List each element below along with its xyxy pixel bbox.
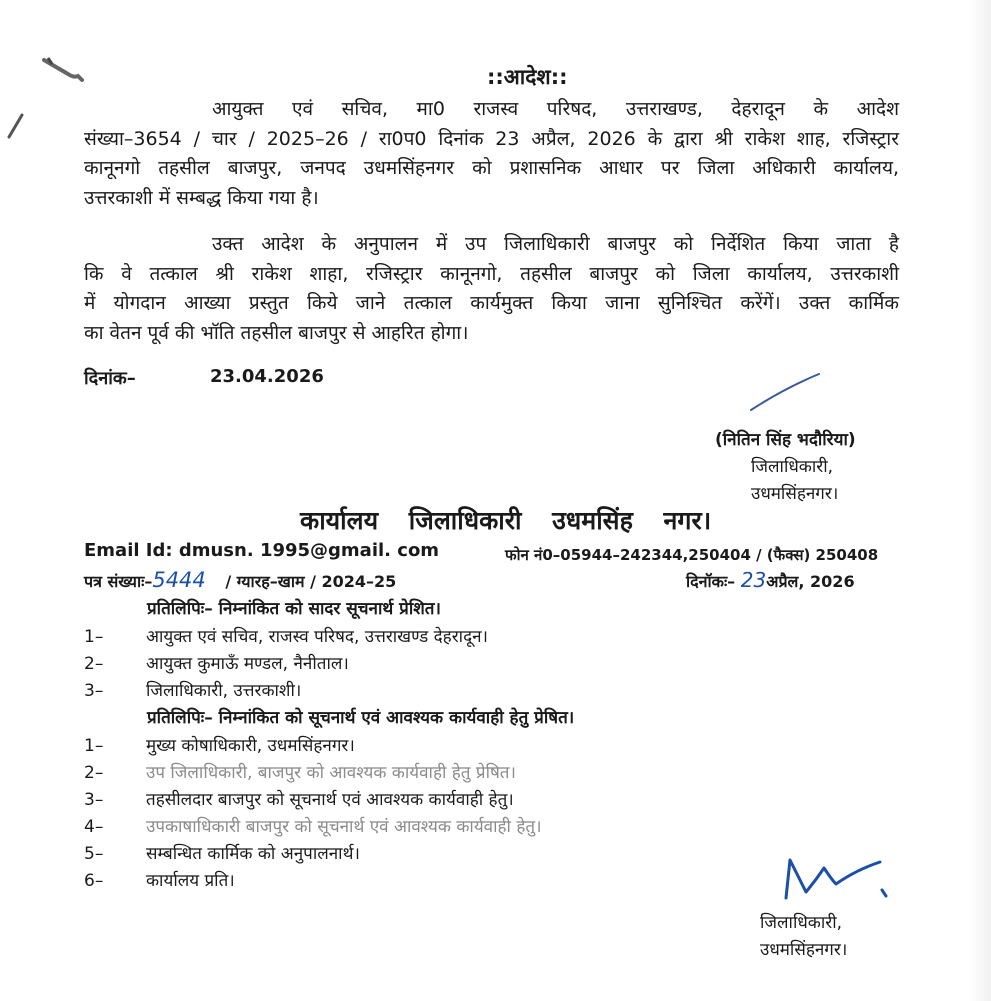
cc-item-text: आयुक्त एवं सचिव, राजस्व परिषद, उत्तराखण्ड देहरादून। — [146, 627, 488, 647]
cc-item-text: आयुक्त कुमाऊँ मण्डल, नैनीताल। — [146, 654, 349, 674]
cc-item-text: उप जिलाधिकारी, बाजपुर को आवश्यक कार्यवाही हेतु प्रेषित। — [146, 763, 516, 783]
cc-item — [84, 678, 301, 701]
page-edge-shadow — [969, 0, 991, 1001]
cc-item-number: 5– — [84, 844, 104, 864]
pen-mark — [4, 112, 26, 142]
order-paragraph-1 — [84, 95, 899, 213]
paragraph-2-line: में योगदान आख्या प्रस्तुत किये जाने तत्काल कार्यमुक्त किया जाना सुनिश्चित करेंगें। उक्त कार्मिक — [84, 292, 899, 314]
letter-number-row — [84, 568, 396, 592]
cc-item — [84, 814, 542, 837]
cc-item-text: सम्बन्धित कार्मिक को अनुपालनार्थ। — [146, 844, 360, 864]
paragraph-1-line: कानूनगो तहसील बाजपुर, जनपद उधमसिंहनगर को प्रशासनिक आधार पर जिला अधिकारी कार्यालय, — [84, 157, 899, 179]
paragraph-2-line: का वेतन पूर्व की भॉति तहसील बाजपुर से आहरित होगा। — [84, 321, 469, 344]
cc-item-number: 6– — [84, 871, 104, 891]
letter-number-rest: / ग्यारह–खाम / 2024–25 — [225, 572, 397, 591]
handwritten-signature — [776, 840, 896, 910]
cc-item-number: 3– — [84, 790, 104, 810]
cc-item — [84, 733, 355, 756]
cc-item-number: 2– — [84, 654, 104, 674]
signatory-district: उधमसिंहनगर। — [751, 484, 839, 504]
bottom-signatory-designation: जिलाधिकारी, — [760, 913, 843, 933]
email-line: Email Id: dmusn. 1995@gmail. com — [84, 540, 440, 561]
signatory-designation: जिलाधिकारी, — [751, 457, 834, 477]
signatory-name: (नितिन सिंह भदौरिया) — [715, 430, 856, 450]
letter-date-row — [686, 568, 855, 592]
cc-item-text: मुख्य कोषाधिकारी, उधमसिंहनगर। — [146, 736, 355, 756]
bottom-signatory-block — [760, 910, 847, 964]
bottom-signatory-district: उधमसिंहनगर। — [760, 940, 848, 960]
cc-item — [84, 868, 235, 891]
paragraph-1-line: उत्तरकाशी में सम्बद्ध किया गया है। — [84, 186, 319, 209]
cc-item-number: 3– — [84, 681, 104, 701]
cc-item-text: उपकाषाधिकारी बाजपुर को सूचनार्थ एवं आवश्यक कार्यवाही हेतु। — [146, 817, 542, 837]
cc-heading-1: प्रतिलिपिः– निम्नांकित को सादर सूचनार्थ प्रेशित। — [147, 599, 441, 619]
order-title: ::आदेश:: — [487, 65, 568, 89]
paper-clip-mark — [38, 52, 86, 88]
date-value: 23.04.2026 — [210, 366, 324, 387]
letter-date-label: दिनॉकः– — [686, 572, 736, 591]
letter-number-handwritten: 5444 — [152, 568, 206, 592]
cc-item — [84, 624, 488, 647]
paragraph-1-line: आयुक्त एवं सचिव, मा0 राजस्व परिषद, उत्तराखण्ड, देहरादून के आदेश — [212, 98, 899, 120]
date-label: दिनांक– — [84, 368, 136, 389]
letter-date-rest: अप्रैल, 2026 — [766, 572, 855, 591]
letter-date-handwritten: 23 — [740, 568, 767, 592]
paragraph-2-line: उक्त आदेश के अनुपालन में उप जिलाधिकारी बाजपुर को निर्देशित किया जाता है — [212, 233, 899, 255]
letter-number-label: पत्र संख्याः– — [84, 572, 153, 591]
paragraph-2-line: कि वे तत्काल श्री राकेश शाहा, रजिस्ट्रार कानूनगो, तहसील बाजपुर को जिला कार्यालय, उत्तरकाशी — [84, 262, 899, 285]
cc-item-number: 4– — [84, 817, 104, 837]
cc-item — [84, 841, 360, 864]
cc-item-number: 2– — [84, 763, 104, 783]
office-heading: कार्यालय जिलाधिकारी उधमसिंह नगर। — [300, 506, 712, 535]
cc-item — [84, 651, 349, 674]
cc-item — [84, 787, 514, 810]
paragraph-1-line: संख्या–3654 / चार / 2025–26 / रा0प0 दिनांक 23 अप्रैल, 2026 के द्वारा श्री राकेश शाह, रजिस्ट्रार — [84, 127, 899, 150]
cc-heading-2: प्रतिलिपिः– निम्नांकित को सूचनार्थ एवं आवश्यक कार्यवाही हेतु प्रेषित। — [147, 708, 575, 728]
cc-item-number: 1– — [84, 627, 104, 647]
cc-item-text: तहसीलदार बाजपुर को सूचनार्थ एवं आवश्यक कार्यवाही हेतु। — [146, 790, 514, 810]
phone-line: फोन नं0–05944–242344,250404 / (फैक्स) 250408 — [505, 546, 879, 564]
cc-item-text: कार्यालय प्रति। — [146, 871, 235, 891]
cc-item-number: 1– — [84, 736, 104, 756]
cc-item — [84, 760, 516, 783]
cc-item-text: जिलाधिकारी, उत्तरकाशी। — [146, 681, 302, 701]
order-paragraph-2 — [84, 230, 899, 348]
signatory-block — [715, 427, 856, 508]
signature-stroke — [745, 370, 825, 416]
